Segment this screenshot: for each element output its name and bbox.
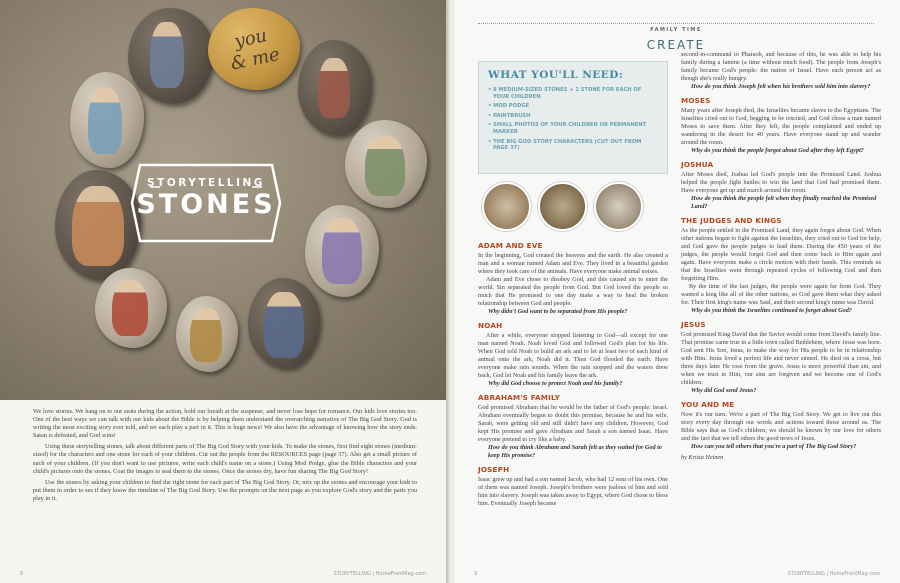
section-question: How do you think Joseph felt when his brothers sold him into slavery? — [691, 83, 871, 90]
section-judges-and-kings — [681, 216, 881, 315]
section-question: How do you think Abraham and Sarah felt as they waited for God to keep His promise? — [488, 444, 662, 459]
header-title: CREATE — [646, 38, 706, 52]
column-2 — [681, 51, 881, 461]
left-page — [0, 0, 446, 583]
intro-paragraph: Use the stones by asking your children to find the right stone for each part of The Big God Story. Or, mix up the stones and encourage your kids to put them in order to see if they know the timeline of The Big God Story. Use the prompts on the next page as you explore God's story and the parts you play in it. — [33, 478, 417, 502]
supply-item: • 8 MEDIUM-SIZED STONES + 1 STONE FOR EACH OF YOUR CHILDREN — [488, 87, 658, 100]
section-question: How can you tell others that you're a part of The Big God Story? — [691, 443, 857, 450]
section-header — [478, 18, 874, 52]
section-heading: JESUS — [681, 320, 706, 329]
intro-text — [33, 408, 417, 506]
section-heading: ADAM AND EVE — [478, 241, 543, 250]
supply-item: • PAINTBRUSH — [488, 113, 658, 120]
header-rule — [478, 23, 874, 24]
step-photo — [594, 182, 643, 231]
page-number: 8 — [20, 571, 24, 577]
section-paragraph: Now it's our turn. We're a part of The Big God Story. We get to live out this story every day through our words and actions toward those around us. The Bible says that as God's children, we should be known by our love for others and the fact that we tell others the good news of Jesus. — [681, 411, 881, 442]
section-body — [478, 252, 668, 308]
section-question: Why did God choose to protect Noah and his family? — [488, 380, 623, 387]
character-figure — [264, 292, 304, 358]
section-paragraph: As the people settled in the Promised Land, they again forgot about God. When other nations began to fight against the Israelites, they cried out to God for help, and God gave the people judges to lead them. During the 450 years of the judges, the people would forget God and then come back to Him again and again. Have everyone make a circle motion with their hands. This reminds us that the Israelites went through repeated cycles of following God and then forgetting Him. — [681, 227, 881, 282]
intro-paragraph: We love stories. We hang on to our seats during the action, hold our breath at the suspense, and never lose hope for romance. Our kids love stories too. One of the best ways we can talk with our kids about the Bible is by helping them understand the overarching narrative of The Big God Story. God is writing the most exciting story ever told, and we each play a part in it. This is huge news! We also have the advantage of knowing how the story ends: Satan is defeated, and God wins! — [33, 408, 417, 440]
section-paragraph: God promised Abraham that he would be the father of God's people: Israel. Abraham eventually began to doubt this promise, because he and his wife, Sarah, were getting old and still didn't have any children. However, God kept His promise and gave Abraham and Sarah a son named Isaac. Have everyone pretend to cry like a baby. — [478, 404, 668, 443]
supply-item: • SMALL PHOTOS OF YOUR CHILDREN OR PERMANENT MARKER — [488, 122, 658, 135]
section-body — [478, 332, 668, 380]
badge-line2: STONES — [136, 189, 276, 220]
section-paragraph: Adam and Eve chose to disobey God, and this caused sin to enter the world. Sin separated the people from God. But God loved the people so much that He promised to one day make a way to heal the broken relationship between God and people. — [478, 276, 668, 307]
section-body — [681, 107, 881, 147]
section-paragraph: After a while, everyone stopped listening to God—all except for one man named Noah. Noah loved God and followed God's plan for his life. When God told Noah to build an ark and to let at least two of each kind of animal onto the ark, Noah did it. Then God flooded the earth. Have everyone make rain sounds. When the rain stopped and the waters drew back, God let Noah and his family leave the ark. — [478, 332, 668, 379]
page-gutter — [446, 0, 454, 583]
step-photo — [538, 182, 587, 231]
section-question: Why did God send Jesus? — [691, 387, 757, 394]
section-heading: YOU AND ME — [681, 400, 735, 409]
supply-item: • MOD PODGE — [488, 103, 658, 110]
section-paragraph: God promised King David that the Savior would come from David's family line. That promise came true in a little town called Bethlehem, where Jesus was born. God sent His Son, Jesus, to make the way for His people to be in relationship with Him. Jesus lived a perfect life and never sinned. He died on a cross, but three days later He rose from the grave. Jesus is more powerful than sin, and when we trust in Him, our sins are forgiven and we become one of God's children. — [681, 331, 881, 386]
section-paragraph: second-in-command to Pharaoh, and because of this, he was able to help his family during a famine (a time without much food). The people from Joseph's family became God's people: the nation of Israel. Have each person act as though she's really hungry. — [681, 51, 881, 82]
section-abrahams-family — [478, 393, 668, 460]
supply-item: • THE BIG GOD STORY CHARACTERS (CUT OUT FROM PAGE 37) — [488, 139, 658, 152]
section-jesus — [681, 320, 881, 395]
section-adam-and-eve — [478, 241, 668, 316]
section-question: Why didn't God want to be separated from His people? — [488, 308, 628, 315]
supplies-title: WHAT YOU'LL NEED: — [488, 69, 624, 81]
section-question: Why do you think the people forgot about God after they left Egypt? — [691, 147, 864, 154]
character-figure — [322, 218, 362, 284]
step-photos — [482, 182, 668, 231]
section-joshua — [681, 160, 881, 211]
left-footer — [20, 571, 426, 577]
section-moses — [681, 96, 881, 155]
section-paragraph: In the beginning, God created the heavens and the earth. He also created a man and a woman named Adam and Eve. They lived in a beautiful garden where they took care of the animals. Have everyone make animal noises. — [478, 252, 668, 275]
column-1 — [478, 61, 668, 508]
section-heading: JOSHUA — [681, 160, 714, 169]
section-heading: MOSES — [681, 96, 711, 105]
intro-paragraph: Using these storytelling stones, talk about different parts of The Big God Story with your kids. To make the stones, first find eight stones (medium-sized) for the characters and one stone for each of your children. Cut out the people from the RESOURCES page (page 37). Also get a small picture of each of your children. (If you don't want to use pictures, write each child's name on a stone.) Using Mod Podge, glue the Bible characters and your child's pictures onto the stones. Coat the images to seal them to the stones. Once the stones dry, have fun sharing The Big God Story! — [33, 443, 417, 475]
section-body — [681, 331, 881, 387]
section-body — [681, 51, 881, 83]
character-figure — [150, 22, 184, 88]
footer-site: STORYTELLING | HomeFrontMag.com — [787, 571, 880, 577]
section-heading: JOSEPH — [478, 465, 510, 474]
section-heading: THE JUDGES AND KINGS — [681, 216, 782, 225]
character-figure — [72, 186, 124, 266]
section-heading: ABRAHAM'S FAMILY — [478, 393, 561, 402]
section-question: Why do you think the Israelites continued to forget about God? — [691, 307, 852, 314]
section-paragraph: By the time of the last judges, the people were again far from God. They wanted a king like all of the other nations, so God gave them what they asked for. Their first king's name was Saul, and their second king's name was David. — [681, 283, 881, 306]
storytelling-stones-photo — [0, 0, 446, 400]
section-body — [478, 404, 668, 444]
section-paragraph: After Moses died, Joshua led God's people into the Promised Land. Joshua helped the people fight battles to win the land that God had promised them. Have everyone get up and march around the room. — [681, 171, 881, 194]
section-body — [478, 476, 668, 508]
section-body — [681, 227, 881, 307]
supplies-box — [478, 61, 668, 174]
stone-label: you & me — [228, 25, 282, 75]
page-number: 9 — [474, 571, 478, 577]
section-joseph — [478, 465, 668, 508]
section-paragraph: Many years after Joseph died, the Israelites became slaves to the Egyptians. The Israelites cried out to God, begging to be rescued, and God chose a man named Moses to save them. After they left, the people complained and ended up wandering in the desert for 40 years. Have everyone stand up and wander around the room. — [681, 107, 881, 146]
section-noah — [478, 321, 668, 388]
supplies-list — [488, 87, 658, 152]
section-body — [681, 411, 881, 443]
right-footer — [474, 571, 880, 577]
character-figure — [112, 280, 148, 336]
right-page — [454, 0, 900, 583]
character-figure — [365, 136, 405, 196]
footer-site: STORYTELLING | HomeFrontMag.com — [333, 571, 426, 577]
character-figure — [88, 88, 122, 154]
section-paragraph: Isaac grew up and had a son named Jacob, who had 12 sons of his own. One of them was named Joseph. Joseph's brothers were jealous of him and sold him into slavery. Joseph was taken away to Egypt, where God chose to bless him. Eventually Joseph became — [478, 476, 668, 507]
character-figure — [190, 308, 222, 362]
section-you-and-me — [681, 400, 881, 461]
author-byline: by Krista Heinen — [681, 454, 724, 461]
character-figure — [318, 58, 350, 118]
title-badge — [130, 163, 282, 243]
badge-line1: STORYTELLING — [147, 177, 265, 189]
section-question: How do you think the people felt when they finally reached the Promised Land? — [691, 195, 877, 210]
section-heading: NOAH — [478, 321, 503, 330]
section-body — [681, 171, 881, 195]
header-kicker: FAMILY TIME — [644, 27, 707, 33]
step-photo — [482, 182, 531, 231]
